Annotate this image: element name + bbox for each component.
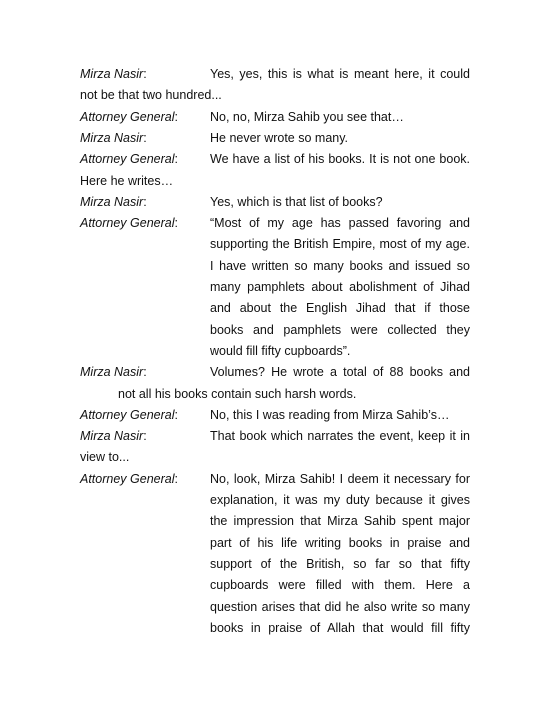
transcript-line — [80, 386, 470, 402]
speaker-name: Attorney General — [80, 109, 175, 124]
speaker-name: Mirza Nasir — [80, 67, 144, 81]
speech-text: part of his life writing books in praise and — [210, 535, 470, 550]
speaker-label: Mirza Nasir: — [80, 194, 147, 209]
speech-text: would fill fifty cupboards”. — [210, 343, 351, 358]
speaker-name: Attorney General — [80, 471, 175, 486]
speech-text-continuation: view to... — [80, 450, 130, 465]
transcript-line — [80, 449, 470, 465]
transcript-line — [80, 556, 470, 572]
speech-text-continuation: not all his books contain such harsh words. — [118, 386, 357, 401]
speech-text: Yes, which is that list of books? — [210, 194, 383, 209]
transcript-line — [80, 151, 470, 167]
speaker-label: Attorney General: — [80, 152, 178, 167]
transcript-line — [80, 577, 470, 593]
transcript-line — [80, 343, 470, 359]
speech-text: That book which narrates the event, keep it in — [210, 429, 470, 444]
speaker-name: Mirza Nasir — [80, 194, 144, 209]
speech-text: We have a list of his books. It is not one book. — [210, 152, 470, 167]
transcript-line — [80, 513, 470, 529]
transcript-line — [80, 492, 470, 508]
transcript-line — [80, 322, 470, 338]
speech-text: “Most of my age has passed favoring and — [210, 216, 470, 231]
speech-text: question arises that did he also write so many — [210, 599, 470, 614]
speaker-name: Attorney General — [80, 216, 175, 231]
transcript-line — [80, 215, 470, 231]
speech-text: the impression that Mirza Sahib spent major — [210, 514, 470, 529]
transcript-line — [80, 471, 470, 487]
speech-text: He never wrote so many. — [210, 130, 349, 145]
speech-text: explanation, it was my duty because it gives — [210, 493, 470, 507]
speech-text: I have written so many books and issued so — [210, 258, 470, 273]
transcript-line — [80, 87, 470, 103]
speaker-label: Mirza Nasir: — [80, 130, 147, 145]
speech-text: support of the British, so far so that fifty — [210, 556, 470, 571]
speaker-label: Attorney General: — [80, 109, 178, 124]
speech-text: and about the English Jihad that if those — [210, 301, 470, 316]
transcript-line — [80, 194, 470, 210]
speaker-label: Attorney General: — [80, 216, 178, 231]
speech-text: many pamphlets about abolishment of Jihad — [210, 280, 470, 294]
speech-text: supporting the British Empire, most of my age. — [210, 237, 470, 252]
speech-text: books and pamphlets were collected they — [210, 322, 470, 337]
speech-text: No, look, Mirza Sahib! I deem it necessary for — [210, 471, 470, 486]
speech-text: Volumes? He wrote a total of 88 books and — [210, 365, 470, 380]
transcript-line — [80, 599, 470, 615]
speaker-label: Attorney General: — [80, 407, 178, 422]
speech-text: cupboards were filled with them. Here a — [210, 578, 470, 593]
speech-text-continuation: not be that two hundred... — [80, 88, 222, 103]
transcript-line — [80, 428, 470, 444]
speaker-name: Mirza Nasir — [80, 365, 144, 380]
transcript-line — [80, 620, 470, 636]
transcript-line — [80, 535, 470, 551]
transcript-line — [80, 258, 470, 274]
speech-text: No, no, Mirza Sahib you see that… — [210, 109, 404, 124]
transcript-line — [80, 66, 470, 82]
speech-text: No, this I was reading from Mirza Sahib’s… — [210, 407, 450, 422]
speaker-label: Attorney General: — [80, 471, 178, 486]
speech-text: books in praise of Allah that would fill fifty — [210, 620, 470, 635]
speaker-name: Attorney General — [80, 152, 175, 167]
transcript-line — [80, 279, 470, 295]
speaker-label: Mirza Nasir: — [80, 365, 147, 380]
speech-text-continuation: Here he writes… — [80, 173, 174, 188]
speaker-label: Mirza Nasir: — [80, 429, 147, 444]
transcript-line — [80, 236, 470, 252]
speaker-name: Mirza Nasir — [80, 130, 144, 145]
speech-text: Yes, yes, this is what is meant here, it could — [210, 67, 470, 81]
transcript-line — [80, 109, 470, 125]
speaker-name: Attorney General — [80, 407, 175, 422]
transcript-line — [80, 130, 470, 146]
transcript-line — [80, 173, 470, 189]
transcript-line — [80, 364, 470, 380]
speaker-name: Mirza Nasir — [80, 429, 144, 444]
transcript-line — [80, 407, 470, 423]
transcript-line — [80, 300, 470, 316]
speaker-label: Mirza Nasir: — [80, 67, 147, 81]
